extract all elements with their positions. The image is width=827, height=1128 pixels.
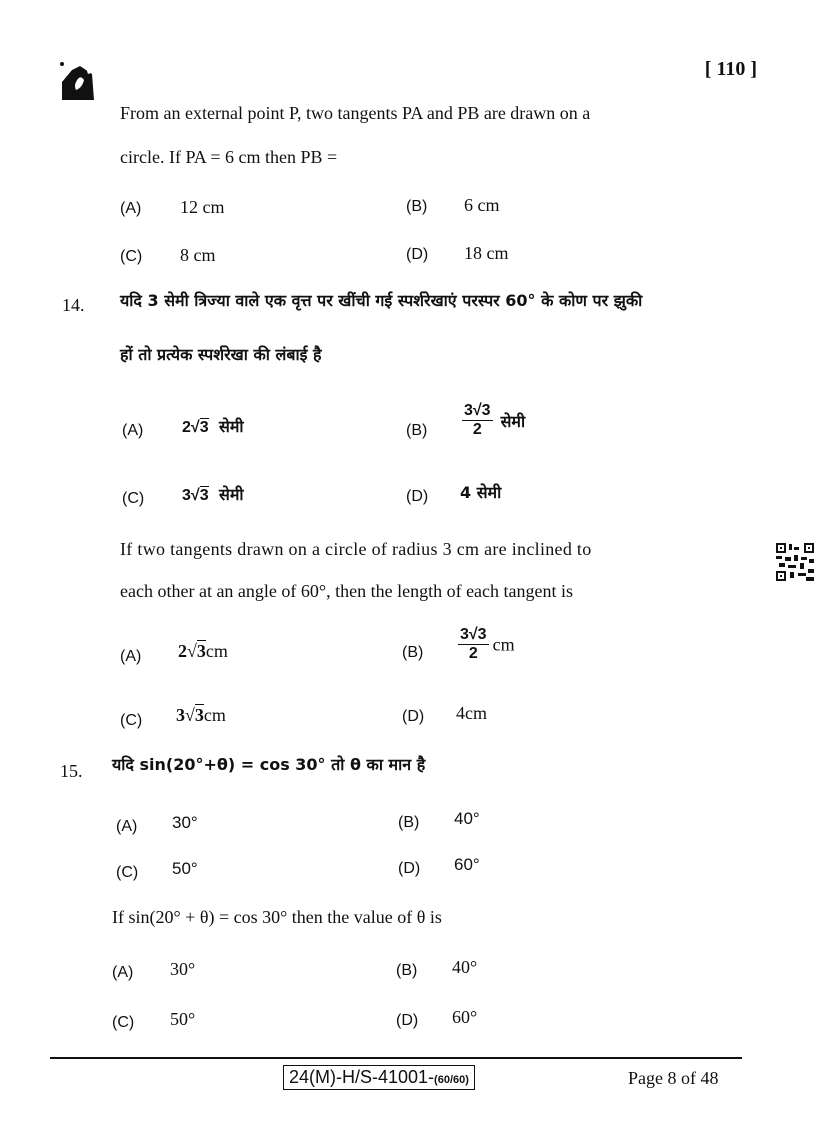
option-label: (C) [122,490,145,507]
option-label: (D) [402,708,425,725]
option-value: 50° [170,1009,196,1029]
question-text: each other at an angle of 60°, then the length of each tangent is [120,581,574,601]
option-label: (D) [406,246,429,263]
board-logo-icon [58,60,98,102]
paper-code: 24(M)-H/S-41001-(60/60) [283,1065,475,1090]
option-value: 40° [452,957,478,977]
option-label: (D) [398,860,421,877]
option-label: (C) [120,248,143,265]
question-text-hindi: यदि 3 सेमी त्रिज्या वाले एक वृत्त पर खींची गई स्पर्शरेखाएं परस्पर 60° के कोण पर झुकी [120,291,643,310]
option-value: 60° [454,855,480,874]
option-value: 60° [452,1007,478,1027]
option-label: (B) [406,198,428,215]
question-text: If two tangents drawn on a circle of radius 3 cm are inclined to [120,539,592,559]
option-label: (A) [120,648,142,665]
option-value: 4cm [456,703,487,723]
option-value: 30° [172,813,198,832]
page-indicator: Page 8 of 48 [628,1068,719,1088]
option-value: $\frac{3√3}{2}$ cm [460,626,515,662]
option-label: (D) [406,488,429,505]
option-label: (D) [396,1012,419,1029]
option-value: 18 cm [464,243,509,263]
option-label: (C) [112,1014,135,1031]
option-label: (B) [396,962,418,979]
option-label: (A) [122,422,144,439]
option-label: (A) [116,818,138,835]
option-value: 50° [172,859,198,878]
option-value: 40° [454,809,480,828]
question-number: 14. [62,295,85,315]
question-text-hindi: यदि sin(20°+θ) = cos 30° तो θ का मान है [112,755,426,774]
question-text-hindi: हों तो प्रत्येक स्पर्शरेखा की लंबाई है [120,345,322,364]
option-value: 3√3 सेमी [182,485,244,504]
qr-code-icon [776,543,814,581]
option-value: 6 cm [464,195,500,215]
option-label: (B) [402,644,424,661]
option-label: (A) [120,200,142,217]
question-text: circle. If PA = 6 cm then PB = [120,147,338,167]
option-value: 30° [170,959,196,979]
footer-divider [50,1057,742,1059]
option-value: 4 सेमी [460,483,502,502]
page-marker: [ 110 ] [704,58,757,80]
question-number: 15. [60,761,83,781]
option-value: $\frac{3√3}{2}$ सेमी [464,402,526,438]
option-value: 2√3cm [178,641,228,661]
option-label: (C) [120,712,143,729]
question-text: From an external point P, two tangents PA and PB are drawn on a [120,103,591,123]
option-value: 3√3cm [176,705,226,725]
option-label: (A) [112,964,134,981]
option-label: (B) [406,422,428,439]
question-text: If sin(20° + θ) = cos 30° then the value of θ is [112,907,442,927]
option-label: (C) [116,864,139,881]
option-value: 2√3 सेमी [182,417,244,436]
option-value: 8 cm [180,245,216,265]
option-label: (B) [398,814,420,831]
option-value: 12 cm [180,197,225,217]
